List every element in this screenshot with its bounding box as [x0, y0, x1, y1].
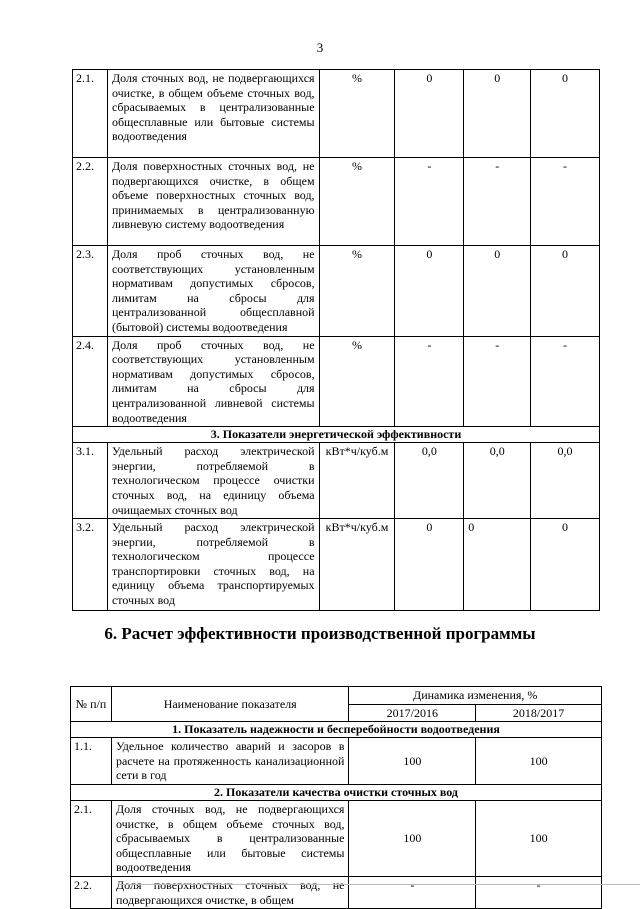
- header-dynamics: Динамика изменения, %: [349, 687, 602, 705]
- row-value-3: -: [531, 336, 600, 427]
- table-row: [71, 800, 602, 876]
- row-unit: %: [319, 70, 395, 158]
- row-unit: %: [319, 336, 395, 427]
- section-title: 3. Показатели энергетической эффективности: [73, 427, 600, 443]
- row-description: Доля проб сточных вод, не соответствующих установленным нормативам допустимых сбросов, лимитам на сбросы для централизованной общесплавной (бытовой) системы водоотведения: [107, 246, 319, 337]
- row-number: 2.2.: [71, 876, 112, 908]
- table-row: [73, 443, 600, 519]
- row-number: 2.2.: [73, 158, 108, 246]
- header-number: № п/п: [71, 687, 112, 722]
- row-value-1: 0: [395, 246, 464, 337]
- indicators-table: [72, 69, 600, 611]
- row-value-1: 0: [395, 70, 464, 158]
- section-heading: 6. Расчет эффективности производственной программы: [104, 624, 536, 643]
- row-unit: %: [319, 246, 395, 337]
- row-number: 2.1.: [71, 800, 112, 876]
- section-header: [73, 427, 600, 443]
- row-unit: кВт*ч/куб.м: [319, 443, 395, 519]
- row-value-3: 0,0: [531, 443, 600, 519]
- row-description: Доля проб сточных вод, не соответствующих установленным нормативам допустимых сбросов, лимитам на сбросы для централизованной ливневой системы водоотведения: [107, 336, 319, 427]
- row-description: Доля сточных вод, не подвергающихся очистке, в общем объеме сточных вод, сбрасываемых в централизованные общесплавные или бытовые системы водоотведения: [111, 800, 349, 876]
- row-value-3: 0: [531, 246, 600, 337]
- row-unit: %: [319, 158, 395, 246]
- row-value-2: 100: [476, 800, 602, 876]
- efficiency-table: [70, 686, 602, 909]
- row-value-2: -: [464, 336, 531, 427]
- row-value-3: 0: [531, 70, 600, 158]
- page-number: 3: [316, 40, 324, 55]
- row-value-2: 0: [464, 519, 531, 611]
- header-name: Наименование показателя: [111, 687, 349, 722]
- row-description: Удельное количество аварий и засоров в расчете на протяженность канализационной сети в год: [111, 738, 349, 785]
- table-row: [73, 70, 600, 158]
- row-value-2: 0: [464, 246, 531, 337]
- table-row: [71, 738, 602, 785]
- table-row: [73, 336, 600, 427]
- section-header: [71, 722, 602, 738]
- header-col-2017-2016: 2017/2016: [349, 704, 476, 722]
- row-description: Доля поверхностных сточных вод, не подвергающихся очистке, в общем: [111, 876, 349, 908]
- scan-edge-line: [120, 884, 640, 885]
- table-row: [71, 876, 602, 908]
- row-number: 1.1.: [71, 738, 112, 785]
- row-unit: кВт*ч/куб.м: [319, 519, 395, 611]
- row-description: Доля поверхностных сточных вод, не подвергающихся очистке, в общем объеме поверхностных сточных вод, принимаемых в централизованную ливневую систему водоотведения: [107, 158, 319, 246]
- row-value-2: -: [464, 158, 531, 246]
- row-value-1: 0,0: [395, 443, 464, 519]
- row-value-2: -: [476, 876, 602, 908]
- row-value-1: 0: [395, 519, 464, 611]
- row-value-3: -: [531, 158, 600, 246]
- row-value-1: -: [395, 336, 464, 427]
- row-description: Доля сточных вод, не подвергающихся очистке, в общем объеме сточных вод, сбрасываемых в централизованные общесплавные или бытовые системы водоотведения: [107, 70, 319, 158]
- row-value-2: 0,0: [464, 443, 531, 519]
- row-value-1: 100: [349, 738, 476, 785]
- section-header: [71, 784, 602, 800]
- table-row: [73, 246, 600, 337]
- row-value-1: -: [395, 158, 464, 246]
- table-row: [73, 519, 600, 611]
- row-value-2: 100: [476, 738, 602, 785]
- table-header-row: [71, 687, 602, 705]
- row-number: 2.3.: [73, 246, 108, 337]
- row-value-1: -: [349, 876, 476, 908]
- section-title: 1. Показатель надежности и бесперебойности водоотведения: [71, 722, 602, 738]
- row-description: Удельный расход электрической энергии, потребляемой в технологическом процессе очистки сточных вод, на единицу объема очищаемых сточных вод: [107, 443, 319, 519]
- row-description: Удельный расход электрической энергии, потребляемой в технологическом процессе транспортировки сточных вод, на единицу объема транспортируемых сточных вод: [107, 519, 319, 611]
- row-value-1: 100: [349, 800, 476, 876]
- table-row: [73, 158, 600, 246]
- row-value-2: 0: [464, 70, 531, 158]
- row-number: 3.2.: [73, 519, 108, 611]
- row-number: 2.4.: [73, 336, 108, 427]
- section-title: 2. Показатели качества очистки сточных вод: [71, 784, 602, 800]
- row-value-3: 0: [531, 519, 600, 611]
- row-number: 2.1.: [73, 70, 108, 158]
- row-number: 3.1.: [73, 443, 108, 519]
- header-col-2018-2017: 2018/2017: [476, 704, 602, 722]
